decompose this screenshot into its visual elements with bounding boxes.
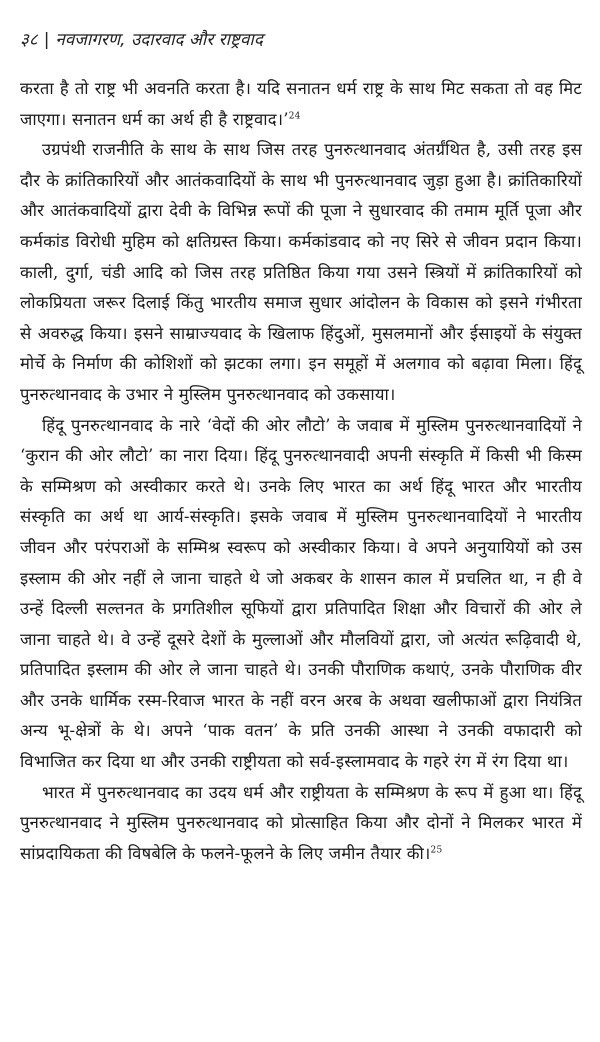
footnote-marker: 24 [288,111,301,122]
paragraph-text: करता है तो राष्ट्र भी अवनति करता है। यदि सनातन धर्म राष्ट्र के साथ मिट सकता तो वह मिट जाएगा। सनातन धर्म का अर्थ ही है राष्ट्रवाद।’ [20,79,582,129]
page-number: ३८ [20,30,38,50]
paragraph-text: भारत में पुनरुत्थानवाद का उदय धर्म और राष्ट्रीयता के सम्मिश्रण के रूप में हुआ था। हिंदू पुनरुत्थानवाद ने मुस्लिम पुनरुत्थानवाद को प्रोत्साहित किया और दोनों ने मिलकर भारत में सांप्रदायिकता की विषबेलि के फलने-फूलने के लिए जमीन तैयार की। [20,782,582,863]
paragraph-communalism [20,778,582,870]
header-separator: | [43,30,50,50]
paragraph-text: उग्रपंथी राजनीति के साथ के साथ जिस तरह पुनरुत्थानवाद अंतर्ग्रंथित है, उसी तरह इस दौर के क्रांतिकारियों और आतंकवादियों के साथ भी पुनरुत्थानवाद जुड़ा हुआ है। क्रांतिकारियों और आतंकवादियों द्वारा देवी के विभिन्न रूपों की पूजा ने सुधारवाद की तमाम मूर्ति पूजा और कर्मकांड विरोधी मुहिम को क्षतिग्रस्त किया। कर्मकांडवाद को नए सिरे से जीवन प्रदान किया। काली, दुर्गा, चंडी आदि को जिस तरह प्रतिष्ठित किया गया उसने स्त्रियों में क्रांतिकारियों को लोकप्रियता जरूर दिलाई किंतु भारतीय समाज सुधार आंदोलन के विकास को इसने गंभीरता से अवरुद्ध किया। इसने साम्राज्यवाद के खिलाफ हिंदुओं, मुसलमानों और ईसाइयों के संयुक्त मोर्चे के निर्माण की कोशिशों को झटका लगा। इन समूहों में अलगाव को बढ़ावा मिला। हिंदू पुनरुत्थानवाद के उभार ने मुस्लिम पुनरुत्थानवाद को उकसाया। [20,140,582,404]
book-title: नवजागरण, उदारवाद और राष्ट्रवाद [55,30,263,50]
paragraph-revivalism-revolutionaries [20,135,582,410]
running-header [20,28,582,52]
footnote-marker: 25 [430,845,443,856]
paragraph-text: हिंदू पुनरुत्थानवाद के नारे ‘वेदों की ओर लौटो’ के जवाब में मुस्लिम पुनरुत्थानवादियों ने ‘कुरान की ओर लौटो’ का नारा दिया। हिंदू पुनरुत्थानवादी अपनी संस्कृति में किसी भी किस्म के सम्मिश्रण को अस्वीकार करते थे। उनके लिए भारत का अर्थ हिंदू भारत और भारतीय संस्कृति का अर्थ था आर्य-संस्कृति। इसके जवाब में मुस्लिम पुनरुत्थानवादियों ने भारतीय जीवन और परंपराओं के सम्मिश्र स्वरूप को अस्वीकार किया। वे अपने अनुयायियों को उस इस्लाम की ओर नहीं ले जाना चाहते थे जो अकबर के शासन काल में प्रचलित था, न ही वे उन्हें दिल्ली सल्तनत के प्रगतिशील सूफियों द्वारा प्रतिपादित शिक्षा और विचारों की ओर ले जाना चाहते थे। वे उन्हें दूसरे देशों के मुल्लाओं और मौलवियों द्वारा, जो अत्यंत रूढ़िवादी थे, प्रतिपादित इस्लाम की ओर ले जाना चाहते थे। उनकी पौराणिक कथाएं, उनके पौराणिक वीर और उनके धार्मिक रस्म-रिवाज भारत के नहीं वरन अरब के अथवा खलीफाओं द्वारा नियंत्रित अन्य भू-क्षेत्रों के थे। अपने ‘पाक वतन’ के प्रति उनकी आस्था ने उनकी वफादारी को विभाजित कर दिया था और उनकी राष्ट्रीयता को सर्व-इस्लामवाद के गहरे रंग में रंग दिया था। [20,415,582,772]
book-page [20,28,582,869]
paragraph-continued [20,74,582,135]
paragraph-muslim-revivalism [20,411,582,778]
